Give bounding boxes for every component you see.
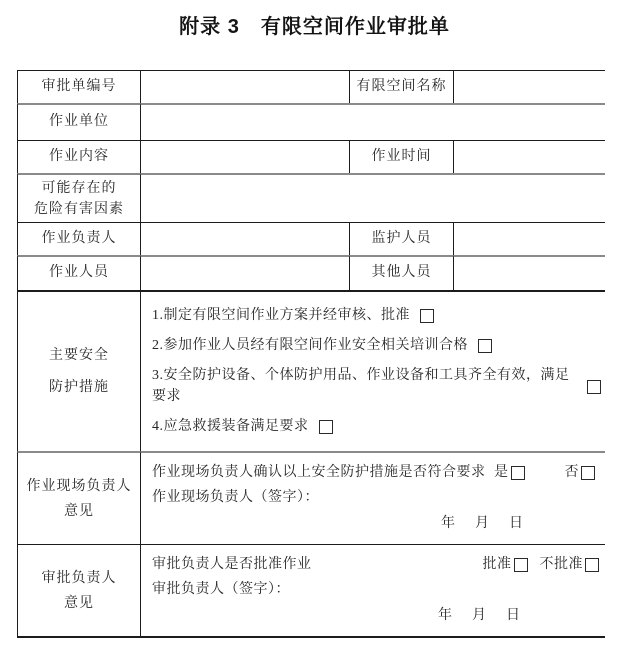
site-leader-confirm-text: 作业现场负责人确认以上安全防护措施是否符合要求 [152,464,486,480]
safety-measures-label-line1: 主要安全 [49,347,109,363]
page-title: 附录 3 有限空间作业审批单 [179,16,450,38]
yes-no-options [494,463,601,483]
measure-item-3 [152,366,601,407]
measure-item-1 [152,306,601,326]
measure-4-checkbox-icon[interactable] [319,420,333,434]
other-personnel-label: 其他人员 [349,255,453,290]
work-unit-input-cell[interactable] [140,103,605,140]
space-name-input-cell[interactable] [453,70,605,103]
no-checkbox-icon[interactable] [581,466,595,480]
site-leader-opinion-label [17,451,140,544]
measure-item-2 [152,336,601,356]
measure-2-checkbox-icon[interactable] [478,339,492,353]
site-leader-opinion-content [140,451,605,544]
approval-no-label: 审批单编号 [17,70,140,103]
disapprove-option [540,555,600,575]
measure-4-text: 4.应急救援装备满足要求 [152,418,309,434]
work-leader-input-cell[interactable] [140,222,349,255]
no-label: 否 [564,464,579,480]
yes-option [494,463,525,483]
other-personnel-input-cell[interactable] [453,255,605,290]
yes-checkbox-icon[interactable] [511,466,525,480]
hazards-label-line2: 危险有害因素 [34,201,124,217]
measure-3-text: 3.安全防护设备、个体防护用品、作业设备和工具齐全有效，满足要求 [152,368,570,404]
approver-date-line: 年 月 日 [438,608,523,624]
approval-no-input-cell[interactable] [140,70,349,103]
site-leader-date-line: 年 月 日 [441,516,526,532]
guardian-label: 监护人员 [349,222,453,255]
measure-1-checkbox-icon[interactable] [420,309,434,323]
space-name-label: 有限空间名称 [349,70,453,103]
site-leader-signature-label: 作业现场负责人（签字）： [152,490,319,506]
hazards-input-cell[interactable] [140,173,605,222]
measure-1-text: 1.制定有限空间作业方案并经审核、批准 [152,307,410,323]
approver-question-line [152,555,601,575]
approver-label-line1: 审批负责人 [41,570,117,586]
hazards-label [17,173,140,222]
site-leader-label-line1: 作业现场负责人 [26,478,132,494]
safety-measures-label-line2: 防护措施 [49,379,109,395]
no-option [565,463,596,483]
safety-measures-content [140,290,605,451]
site-leader-confirm-line [152,463,601,483]
work-leader-label: 作业负责人 [17,222,140,255]
approver-signature-label: 审批负责人（签字）： [152,582,290,598]
workers-label: 作业人员 [17,255,140,290]
work-time-input-cell[interactable] [453,140,605,173]
work-content-input-cell[interactable] [140,140,349,173]
approval-form-table [17,70,605,638]
disapprove-checkbox-icon[interactable] [585,558,599,572]
approve-options [483,555,602,575]
work-time-label: 作业时间 [349,140,453,173]
work-unit-label: 作业单位 [17,103,140,140]
approve-label: 批准 [482,556,512,572]
approver-opinion-label [17,544,140,638]
approver-question-text: 审批负责人是否批准作业 [152,556,312,572]
guardian-input-cell[interactable] [453,222,605,255]
site-leader-label-line2: 意见 [64,503,94,519]
hazards-label-line1: 可能存在的 [41,180,117,196]
safety-measures-label [17,290,140,451]
approver-opinion-content [140,544,605,638]
measure-2-text: 2.参加作业人员经有限空间作业安全相关培训合格 [152,338,468,354]
approve-checkbox-icon[interactable] [514,558,528,572]
approve-option [483,555,528,575]
workers-input-cell[interactable] [140,255,349,290]
disapprove-label: 不批准 [539,556,583,572]
work-content-label: 作业内容 [17,140,140,173]
measure-item-4 [152,417,601,437]
measure-3-checkbox-icon[interactable] [587,380,601,394]
approver-label-line2: 意见 [64,595,94,611]
yes-label: 是 [494,464,509,480]
